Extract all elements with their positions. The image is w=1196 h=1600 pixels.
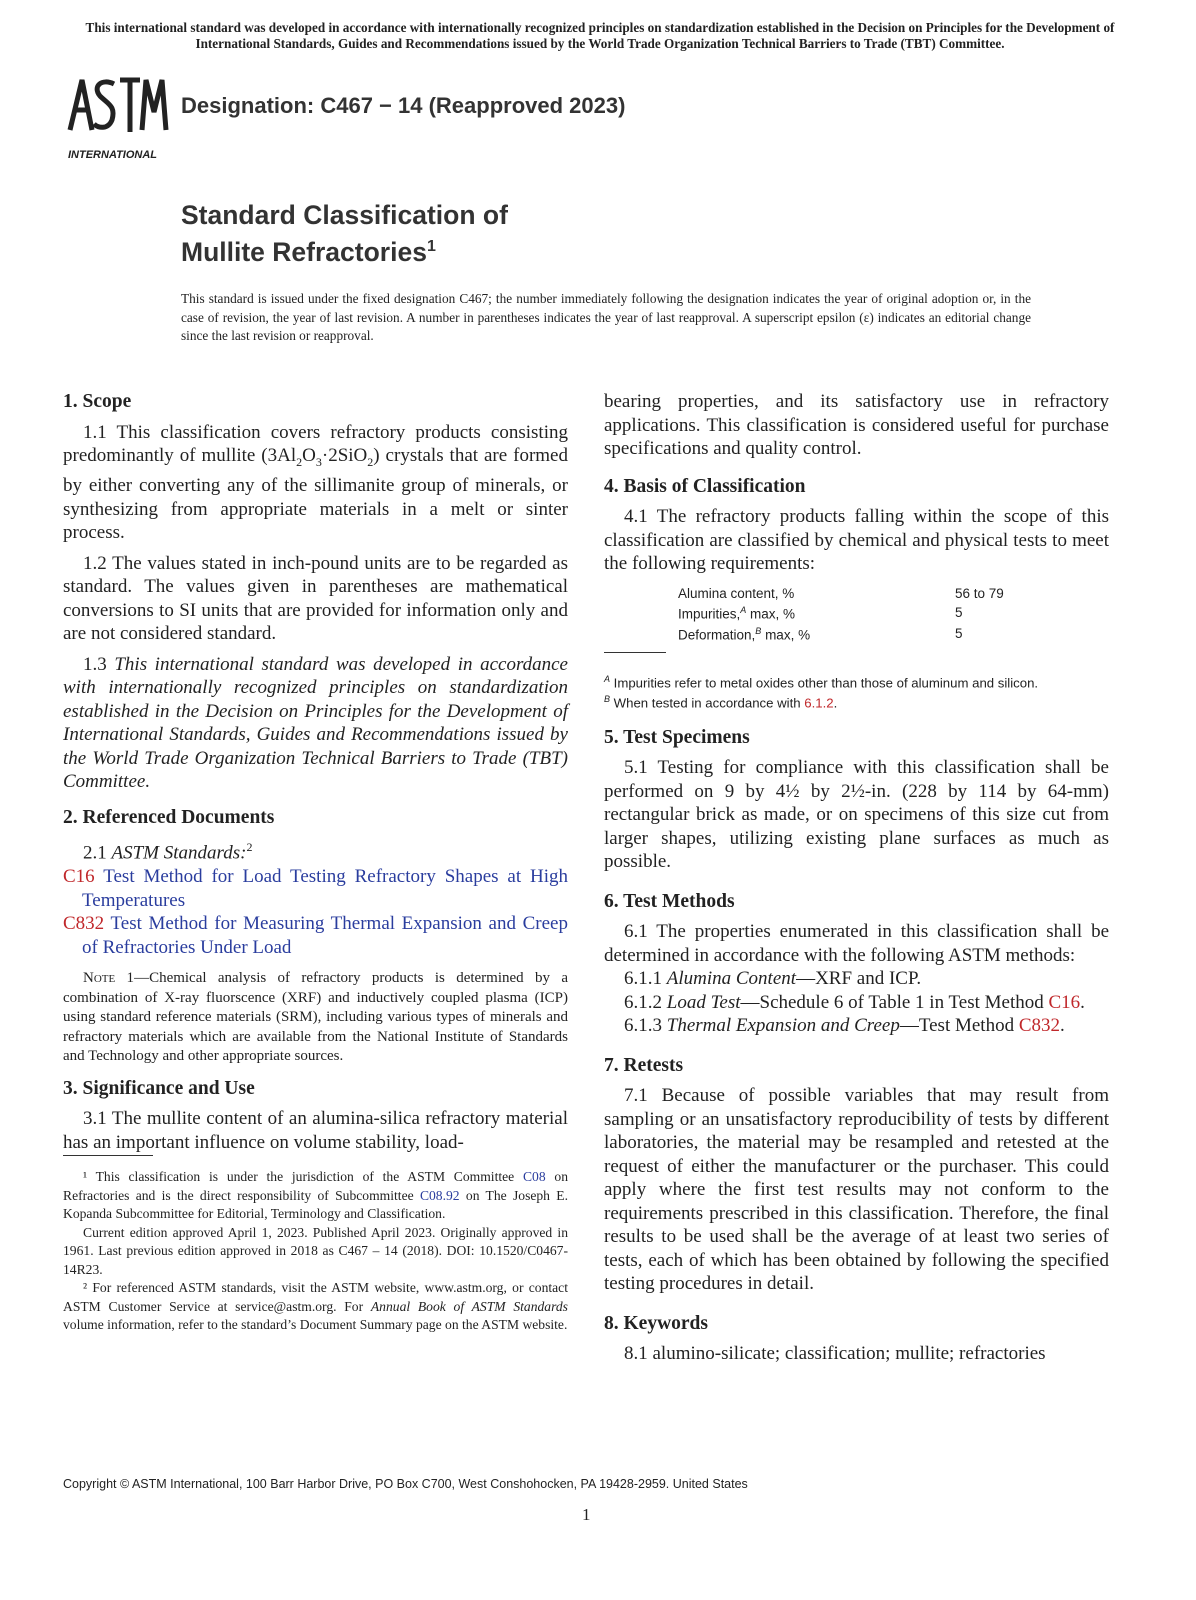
link-6-1-2[interactable]: 6.1.2 <box>804 695 834 711</box>
table-row: Alumina content, % 56 to 79 <box>678 585 1004 601</box>
page-number: 1 <box>582 1505 591 1524</box>
table-footnote-divider <box>604 652 666 653</box>
section-5-heading: 5. Test Specimens <box>604 726 750 748</box>
table-footnote-b: $^B$ When tested in accordance with 6.1.2. <box>604 694 838 711</box>
title-line-2: Mullite Refractories <box>181 236 427 267</box>
preface: This standard is issued under the fixed designation C467; the number immediately following the designation indicates the year of original adoption or, in the case of revision, the year of last revision. A number in parentheses indicates the year of last reapproval. A superscript epsilon (ε) indicates an editorial change since the last revision or reapproval. <box>181 291 1031 343</box>
section-1-1: 1.1 This classification covers refractory products consisting predominantly of mullite $(3Al_2O_3\cdot 2SiO_2)$ crystals that are formed by either converting any of the sillimanite group of minerals, or synthesizing from appropriate materials in a melt or sinter process. <box>63 421 568 544</box>
notice: This international standard was developed in accordance with internationally recognized principles on standardization established in the Decision on Principles for the Development of International Standards, Guides and Recommendations issued by the World Trade Organization Technical Barriers to Trade (TBT) Committee. <box>85 20 1115 51</box>
footnote-divider <box>63 1155 153 1156</box>
section-8-heading: 8. Keywords <box>604 1312 708 1334</box>
note-1: Note 1—Chemical analysis of refractory products is determined by a combination of X-ray fluorscence (XRF) and inductively coupled plasma (ICP) using standard reference materials (SRM), including various types of minerals and refractory materials which are available from the National Institute of Standards and Technology and other appropriate sources. <box>63 970 568 1065</box>
link-c832[interactable]: C832 <box>1018 1015 1061 1037</box>
section-1-3: 1.3 This international standard was developed in accordance with internationally recognized principles on standardization established in the Decision on Principles for the Development of International Standards, Guides and Recommendations issued by the World Trade Organization Technical Barriers to Trade (TBT) Committee. <box>63 653 568 793</box>
section-8-1: 8.1 alumino-silicate; classification; mullite; refractories <box>624 1343 1046 1365</box>
left-column <box>63 390 568 1154</box>
footnote-1-edition: Current edition approved April 1, 2023. Published April 2023. Originally approved in 1961. Last previous edition approved in 2018 as C467 – 14 (2018). DOI: 10.1520/C0467-14R23. <box>63 1224 568 1277</box>
section-2-heading: 2. Referenced Documents <box>63 806 275 828</box>
title-footnote-mark: 1 <box>426 238 436 255</box>
section-2-1: 2.1 ASTM Standards:$^2$ <box>83 840 253 864</box>
requirements-table <box>678 585 1004 645</box>
right-column <box>604 390 1109 1366</box>
page-title <box>181 199 508 268</box>
footnote-2: ² For referenced ASTM standards, visit the ASTM website, www.astm.org, or contact ASTM Customer Service at service@astm.org. For Annual Book of ASTM Standards volume information, refer to the standard’s Document Summary page on the ASTM website. <box>63 1280 568 1332</box>
section-3-heading: 3. Significance and Use <box>63 1077 255 1099</box>
section-3-1-cont: bearing properties, and its satisfactory use in refractory applications. This classification is considered useful for purchase specifications and quality control. <box>604 391 1109 459</box>
section-6-1-3: 6.1.3 Thermal Expansion and Creep—Test Method C832. <box>624 1015 1065 1037</box>
section-6-heading: 6. Test Methods <box>604 890 735 912</box>
title-line-1: Standard Classification of <box>181 200 508 230</box>
astm-logo <box>62 72 174 164</box>
section-3-1: 3.1 The mullite content of an alumina-silica refractory material has an important influence on volume stability, load- <box>63 1108 568 1153</box>
section-7-heading: 7. Retests <box>604 1054 684 1076</box>
table-row: Deformation,$^B$ max, % 5 <box>678 625 963 643</box>
section-5-1: 5.1 Testing for compliance with this classification shall be performed on 9 by 4½ by 2½-in. (228 by 114 by 64-mm) rectangular brick as made, or on specimens of this size cut from larger shapes, utilizing existing plane surfaces as much as possible. <box>604 757 1109 873</box>
copyright: Copyright © ASTM International, 100 Barr Harbor Drive, PO Box C700, West Conshohocken, PA 19428-2959. United States <box>63 1477 748 1491</box>
section-6-1-1: 6.1.1 Alumina Content—XRF and ICP. <box>624 968 922 990</box>
table-footnote-a: $^A$ Impurities refer to metal oxides other than those of aluminum and silicon. <box>604 674 1039 691</box>
section-4-heading: 4. Basis of Classification <box>604 475 806 497</box>
section-4-1: 4.1 The refractory products falling within the scope of this classification are classified by chemical and physical tests to meet the following requirements: <box>604 506 1109 574</box>
link-c16[interactable]: C16 <box>1048 991 1081 1013</box>
footnote-1: ¹ This classification is under the jurisdiction of the ASTM Committee C08 on Refractories and is the direct responsibility of Subcommittee C08.92 on The Joseph E. Kopanda Subcommittee for Editorial, Terminology and Classification. <box>63 1169 568 1221</box>
section-6-1: 6.1 The properties enumerated in this classification shall be determined in accordance with the following ASTM methods: <box>604 921 1109 966</box>
section-6-1-2: 6.1.2 Load Test—Schedule 6 of Table 1 in Test Method C16. <box>624 991 1085 1013</box>
astm-logo-icon <box>62 72 174 164</box>
designation: Designation: C467 − 14 (Reapproved 2023) <box>181 93 626 118</box>
footnotes <box>63 1168 568 1335</box>
section-1-heading: 1. Scope <box>63 391 132 412</box>
ref-c832-link[interactable]: C832 Test Method for Measuring Thermal Expansion and Creep of Refractories Under Load <box>63 913 568 958</box>
logo-subtext: INTERNATIONAL <box>68 149 158 161</box>
ref-c16-link[interactable]: C16 Test Method for Load Testing Refractory Shapes at High Temperatures <box>63 866 568 911</box>
section-7-1: 7.1 Because of possible variables that may result from sampling or an unsatisfactory reproducibility of tests by different laboratories, the material may be resampled and retested at the request of either the manufacturer or the purchaser. This could apply where the first test results may not conform to the requirements prescribed in this classification. Therefore, the final results to be used shall be the average of at least two series of tests, each of which has been obtained by following the specified testing procedures in detail. <box>604 1085 1109 1295</box>
section-1-2: 1.2 The values stated in inch-pound units are to be regarded as standard. The values given in parentheses are mathematical conversions to SI units that are provided for information only and are not considered standard. <box>63 552 568 645</box>
table-row: Impurities,$^A$ max, % 5 <box>678 604 963 622</box>
